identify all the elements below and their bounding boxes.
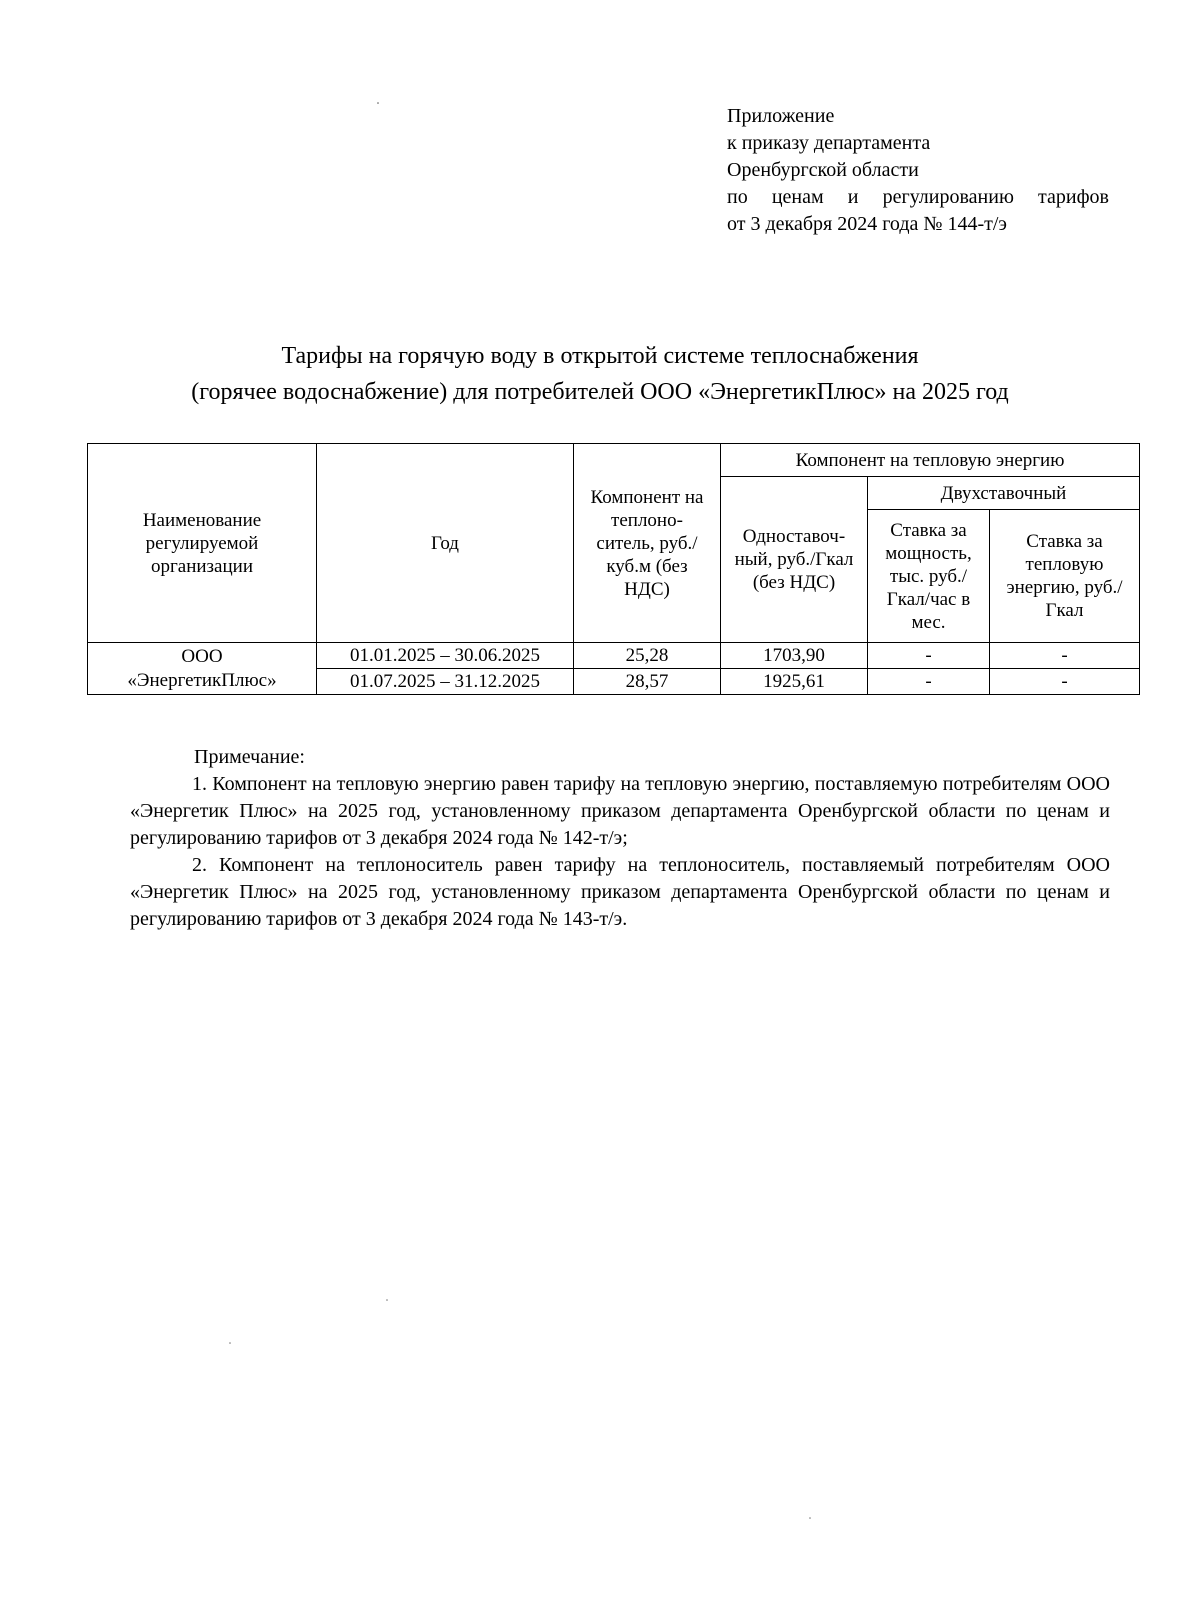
header-capacity-rate: Ставка за мощность, тыс. руб./ Гкал/час в мес. [868,510,990,643]
scan-speck [377,102,379,104]
scan-speck [386,1299,388,1301]
title-line: Тарифы на горячую воду в открытой системе теплоснабжения [281,343,919,369]
period-cell: 01.01.2025 – 30.06.2025 [317,643,574,669]
header-single-rate: Одноставоч-ный, руб./Гкал (без НДС) [721,477,868,643]
capacity-rate-cell: - [868,643,990,669]
header-org: Наименование регулируемой организации [88,444,317,643]
title-line: (горячее водоснабжение) для потребителей ООО «ЭнергетикПлюс» на 2025 год [191,379,1009,405]
notes-heading: Примечание: [194,746,305,768]
header-heat-component: Компонент на тепловую энергию [721,444,1140,477]
header-year: Год [317,444,574,643]
appendix-line: Оренбургской области [727,159,919,181]
header-carrier: Компонент на теплоно-ситель, руб./куб.м (без НДС) [574,444,721,643]
carrier-cell: 25,28 [574,643,721,669]
carrier-cell: 28,57 [574,669,721,695]
header-energy-rate: Ставка за тепловую энергию, руб./Гкал [990,510,1140,643]
org-name-line: ООО [181,645,223,667]
period-cell: 01.07.2025 – 31.12.2025 [317,669,574,695]
single-rate-cell: 1925,61 [721,669,868,695]
header-two-rate: Двухставочный [868,477,1140,510]
appendix-word: по [727,186,748,208]
appendix-word: регулированию [882,186,1014,208]
scan-speck [809,1517,811,1519]
appendix-line: от 3 декабря 2024 года № 144-т/э [727,213,1007,235]
single-rate-cell: 1703,90 [721,643,868,669]
org-name-line: «ЭнергетикПлюс» [127,669,277,691]
appendix-line: Приложение [727,105,835,127]
note-item: 1. Компонент на тепловую энергию равен тарифу на тепловую энергию, поставляемую потребителям ООО «Энергетик Плюс» на 2025 год, установленному приказом департамента Оренбургской области по ценам и регулированию тарифов от 3 декабря 2024 года № 142-т/э; [130,773,1110,849]
note-item: 2. Компонент на теплоноситель равен тарифу на теплоноситель, поставляемый потребителям ООО «Энергетик Плюс» на 2025 год, установленному приказом департамента Оренбургской области по ценам и регулированию тарифов от 3 декабря 2024 года № 143-т/э. [130,854,1110,930]
appendix-line: к приказу департамента [727,132,931,154]
appendix-word: и [847,186,859,208]
energy-rate-cell: - [990,643,1140,669]
capacity-rate-cell: - [868,669,990,695]
appendix-word: ценам [771,186,824,208]
scan-speck [229,1342,231,1344]
appendix-word: тарифов [1038,186,1109,208]
energy-rate-cell: - [990,669,1140,695]
